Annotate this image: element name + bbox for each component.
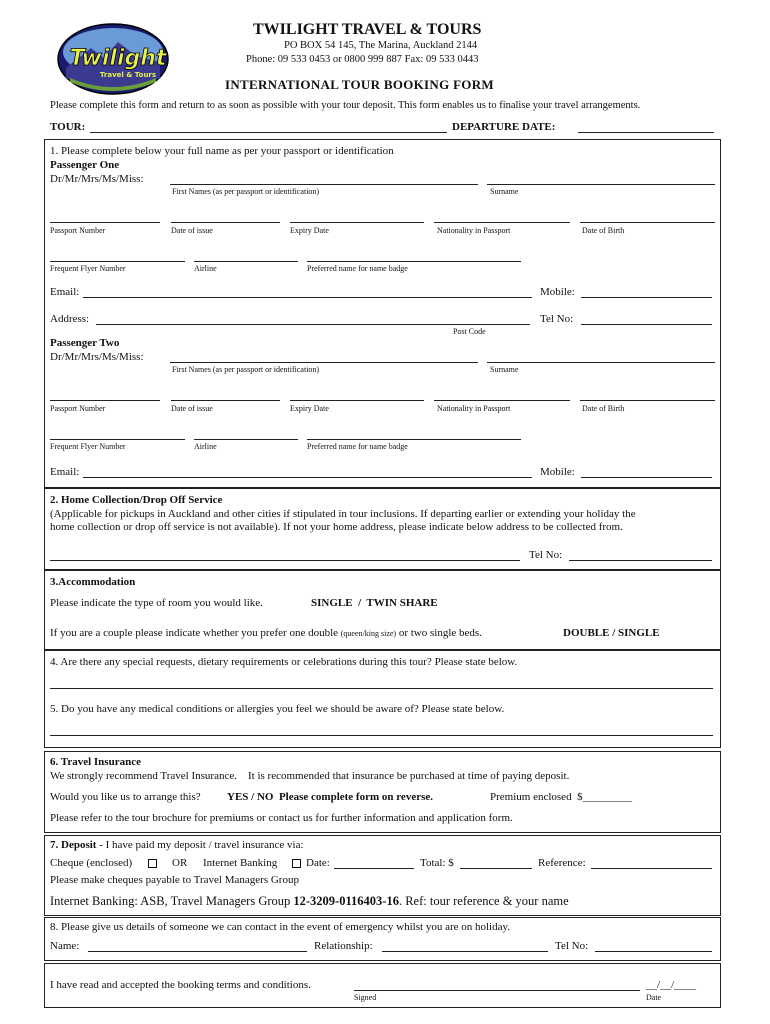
section-2-text-1: (Applicable for pickups in Auckland and other cities if stipulated in tour inclusions. If departing earlier or extending your holiday the (50, 508, 636, 520)
p1-first-names-caption: First Names (as per passport or identification) (172, 187, 320, 196)
p2-expiry-date-input[interactable] (290, 400, 424, 401)
p2-email-label: Email: (50, 466, 80, 478)
departure-date-label: DEPARTURE DATE: (452, 121, 556, 133)
deposit-total-label: Total: $ (420, 857, 454, 869)
company-phone: Phone: 09 533 0453 or 0800 999 887 Fax: 09 533 0443 (246, 54, 479, 65)
p2-surname-caption: Surname (490, 365, 519, 374)
declaration-text: I have read and accepted the booking terms and conditions. (50, 979, 311, 991)
p1-date-of-issue-caption: Date of issue (171, 226, 213, 235)
departure-date-input[interactable] (578, 132, 714, 133)
banking-text-b: . Ref: tour reference & your name (398, 894, 569, 908)
p1-address-input[interactable] (96, 324, 530, 325)
cheque-label: Cheque (enclosed) (50, 857, 133, 869)
p2-dob-input[interactable] (580, 400, 715, 401)
emergency-relationship-label: Relationship: (314, 940, 373, 952)
p1-post-code-caption: Post Code (453, 327, 486, 336)
section-5-heading: 5. Do you have any medical conditions or allergies you feel we should be aware of? Please state below. (50, 703, 505, 715)
section-1-heading: 1. Please complete below your full name as per your passport or identification (50, 145, 394, 157)
p1-dob-caption: Date of Birth (582, 226, 625, 235)
p1-mobile-input[interactable] (581, 297, 712, 298)
emergency-relationship-input[interactable] (382, 951, 548, 952)
p1-airline-caption: Airline (194, 264, 217, 273)
p2-date-of-issue-input[interactable] (171, 400, 280, 401)
section-2-heading: 2. Home Collection/Drop Off Service (50, 494, 223, 506)
passenger-one-title: Passenger One (50, 159, 120, 171)
special-requests-input[interactable] (50, 688, 713, 689)
p1-passport-number-caption: Passport Number (50, 226, 106, 235)
bed-preference-question (50, 627, 482, 639)
p2-first-names-input[interactable] (170, 362, 478, 363)
medical-conditions-input[interactable] (50, 735, 713, 736)
p1-frequent-flyer-input[interactable] (50, 261, 185, 262)
p2-mobile-label: Mobile: (540, 466, 575, 478)
p2-airline-caption: Airline (194, 442, 217, 451)
collection-tel-input[interactable] (569, 560, 712, 561)
section-3-heading: 3.Accommodation (50, 576, 136, 588)
signed-caption: Signed (354, 993, 377, 1002)
p1-preferred-name-caption: Preferred name for name badge (307, 264, 408, 273)
insurance-yes-no[interactable]: YES / NO Please complete form on reverse. (227, 791, 433, 803)
p2-airline-input[interactable] (194, 439, 298, 440)
p2-frequent-flyer-input[interactable] (50, 439, 185, 440)
internet-banking-checkbox[interactable] (292, 859, 301, 868)
section-6-heading: 6. Travel Insurance (50, 756, 141, 768)
deposit-reference-label: Reference: (538, 857, 586, 869)
section-4-heading: 4. Are there any special requests, dietary requirements or celebrations during this tour? Please state below. (50, 656, 518, 668)
cheque-checkbox[interactable] (148, 859, 157, 868)
cheque-payable-note: Please make cheques payable to Travel Managers Group (50, 874, 299, 886)
p2-nationality-caption: Nationality in Passport (437, 404, 511, 413)
internet-banking-label: Internet Banking (203, 857, 278, 869)
signature-date-input[interactable]: __/__/____ (646, 979, 697, 991)
p2-title-label: Dr/Mr/Mrs/Ms/Miss: (50, 351, 144, 363)
p1-passport-number-input[interactable] (50, 222, 160, 223)
deposit-heading-rest: - I have paid my deposit / travel insurance via: (96, 839, 304, 851)
company-name: TWILIGHT TRAVEL & TOURS (253, 21, 482, 38)
emergency-tel-label: Tel No: (555, 940, 589, 952)
p2-surname-input[interactable] (487, 362, 715, 363)
emergency-tel-input[interactable] (595, 951, 712, 952)
section-2-text-2: home collection or drop off service is not available). If not your home address, please indicate below address to be collected from. (50, 521, 623, 533)
p2-nationality-input[interactable] (434, 400, 570, 401)
tour-label: TOUR: (50, 121, 86, 133)
p2-email-input[interactable] (83, 477, 532, 478)
p1-date-of-issue-input[interactable] (171, 222, 280, 223)
p2-passport-number-caption: Passport Number (50, 404, 106, 413)
p1-expiry-date-caption: Expiry Date (290, 226, 329, 235)
p1-frequent-flyer-caption: Frequent Flyer Number (50, 264, 126, 273)
deposit-heading-bold: 7. Deposit (50, 839, 97, 851)
p2-mobile-input[interactable] (581, 477, 712, 478)
p1-address-label: Address: (50, 313, 90, 325)
p1-airline-input[interactable] (194, 261, 298, 262)
form-intro: Please complete this form and return to as soon as possible with your tour deposit. This form enables us to finalise your travel arrangements. (50, 100, 641, 111)
p1-title-label: Dr/Mr/Mrs/Ms/Miss: (50, 173, 144, 185)
p2-first-names-caption: First Names (as per passport or identification) (172, 365, 320, 374)
form-title: INTERNATIONAL TOUR BOOKING FORM (225, 77, 494, 92)
room-type-options[interactable]: SINGLE / TWIN SHARE (311, 597, 438, 609)
insurance-question: Would you like us to arrange this? (50, 791, 201, 803)
p1-tel-input[interactable] (581, 324, 712, 325)
or-label: OR (172, 857, 188, 869)
deposit-date-input[interactable] (334, 868, 414, 869)
banking-text-a: Internet Banking: ASB, Travel Managers Group (50, 894, 294, 908)
p2-preferred-name-input[interactable] (307, 439, 521, 440)
insurance-recommendation: We strongly recommend Travel Insurance. It is recommended that insurance be purchased at time of paying deposit. (50, 770, 570, 782)
p2-date-of-issue-caption: Date of issue (171, 404, 213, 413)
logo-text: Twilight (69, 46, 167, 71)
signature-input[interactable] (354, 990, 640, 991)
company-logo (56, 22, 170, 96)
deposit-total-input[interactable] (460, 868, 532, 869)
p1-surname-input[interactable] (487, 184, 715, 185)
passenger-two-title: Passenger Two (50, 337, 120, 349)
premium-enclosed[interactable]: Premium enclosed $_________ (490, 791, 633, 803)
p1-nationality-caption: Nationality in Passport (437, 226, 511, 235)
p2-preferred-name-caption: Preferred name for name badge (307, 442, 408, 451)
p1-nationality-input[interactable] (434, 222, 570, 223)
p2-expiry-date-caption: Expiry Date (290, 404, 329, 413)
p2-frequent-flyer-caption: Frequent Flyer Number (50, 442, 126, 451)
bed-preference-options[interactable]: DOUBLE / SINGLE (563, 627, 660, 639)
section-passengers (44, 139, 721, 488)
p1-mobile-label: Mobile: (540, 286, 575, 298)
date-caption: Date (646, 993, 662, 1002)
p1-tel-label: Tel No: (540, 313, 574, 325)
company-address: PO BOX 54 145, The Marina, Auckland 2144 (284, 40, 478, 51)
deposit-reference-input[interactable] (591, 868, 712, 869)
p2-dob-caption: Date of Birth (582, 404, 625, 413)
emergency-name-input[interactable] (88, 951, 307, 952)
p1-surname-caption: Surname (490, 187, 519, 196)
section-7-heading (50, 839, 304, 851)
banking-account-number: 12-3209-0116403-16 (293, 894, 399, 908)
collection-tel-label: Tel No: (529, 549, 563, 561)
collection-address-input[interactable] (50, 560, 520, 561)
insurance-refer: Please refer to the tour brochure for premiums or contact us for further information and application form. (50, 812, 513, 824)
p1-email-input[interactable] (83, 297, 532, 298)
emergency-name-label: Name: (50, 940, 80, 952)
room-type-question: Please indicate the type of room you would like. (50, 597, 263, 609)
tour-input[interactable] (90, 132, 447, 133)
logo-subtext: Travel & Tours (99, 71, 157, 79)
p1-expiry-date-input[interactable] (290, 222, 424, 223)
deposit-date-label: Date: (306, 857, 330, 869)
p1-email-label: Email: (50, 286, 80, 298)
bed-question-note: (queen/king size) (340, 629, 397, 638)
p1-preferred-name-input[interactable] (307, 261, 521, 262)
bed-question-part-2: or two single beds. (396, 627, 482, 639)
bed-question-part-1: If you are a couple please indicate whether you prefer one double (50, 627, 341, 639)
internet-banking-details (50, 894, 569, 909)
section-8-heading: 8. Please give us details of someone we can contact in the event of emergency whilst you are on holiday. (50, 921, 511, 933)
p1-first-names-input[interactable] (170, 184, 478, 185)
p2-passport-number-input[interactable] (50, 400, 160, 401)
p1-dob-input[interactable] (580, 222, 715, 223)
